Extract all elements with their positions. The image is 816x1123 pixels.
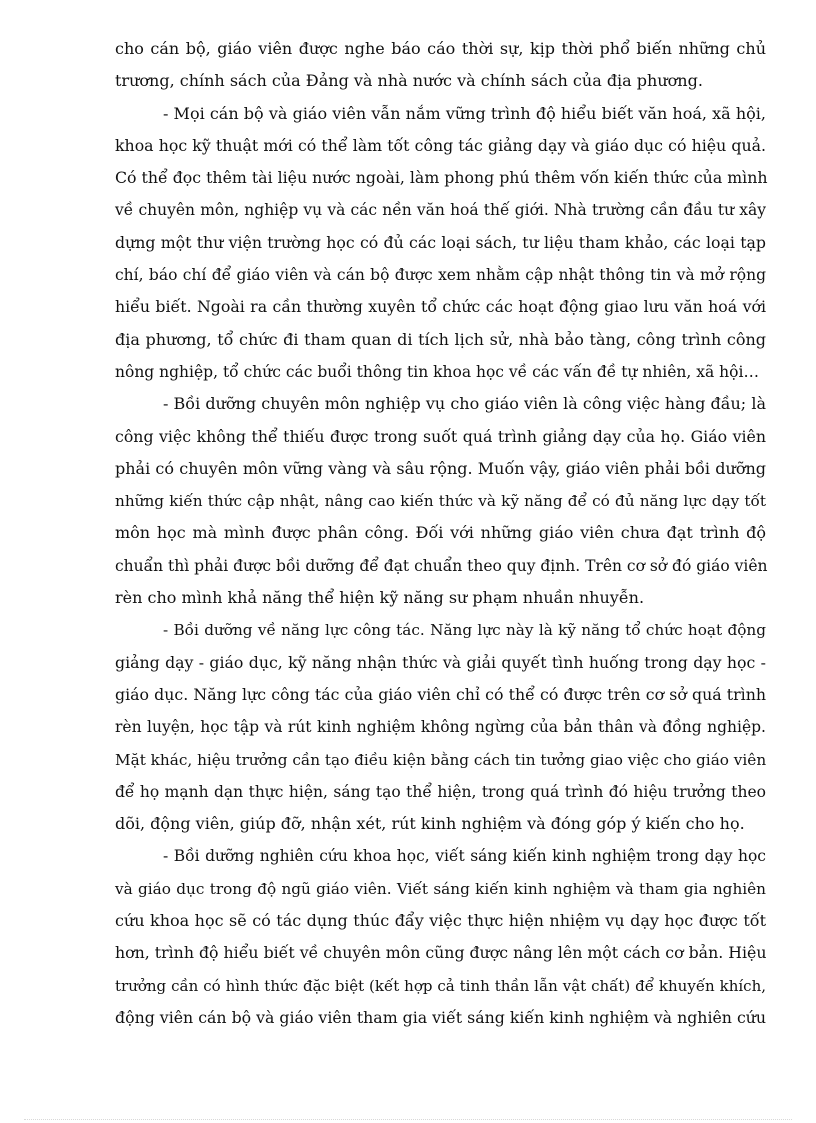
text-line: Mặt khác, hiệu trưởng cần tạo điều kiện bằng cách tin tưởng giao việc cho giáo viên xyxy=(115,750,767,769)
text-line: nông nghiệp, tổ chức các buổi thông tin khoa học về các vấn đề tự nhiên, xã hội… xyxy=(115,362,759,381)
text-line: Có thể đọc thêm tài liệu nước ngoài, làm phong phú thêm vốn kiến thức của mình xyxy=(115,168,768,188)
text-line: công việc không thể thiếu được trong suốt quá trình giảng dạy của họ. Giáo viên xyxy=(115,426,766,446)
text-line: giảng dạy - giáo dục, kỹ năng nhận thức và giải quyết tình huống trong dạy học - xyxy=(115,652,766,672)
paragraph xyxy=(115,840,766,1034)
text-line: những kiến thức cập nhật, nâng cao kiến thức và kỹ năng để có đủ năng lực dạy tốt xyxy=(115,492,766,511)
text-line: địa phương, tổ chức đi tham quan di tích lịch sử, nhà bảo tàng, công trình công xyxy=(115,329,766,349)
text-line: khoa học kỹ thuật mới có thể làm tốt công tác giảng dạy và giáo dục có hiệu quả. xyxy=(115,135,766,155)
text-line: trương, chính sách của Đảng và nhà nước và chính sách của địa phương. xyxy=(115,71,703,91)
text-line: để họ mạnh dạn thực hiện, sáng tạo thể hiện, trong quá trình đó hiệu trưởng theo xyxy=(115,782,766,801)
document-body xyxy=(115,33,766,1034)
paragraph xyxy=(115,33,766,98)
text-line: - Mọi cán bộ và giáo viên vẫn nắm vững trình độ hiểu biết văn hoá, xã hội, xyxy=(163,103,766,123)
text-line: chuẩn thì phải được bồi dưỡng để đạt chuẩn theo quy định. Trên cơ sở đó giáo viên xyxy=(115,556,768,575)
text-line: - Bồi dưỡng nghiên cứu khoa học, viết sáng kiến kinh nghiệm trong dạy học xyxy=(163,847,766,866)
text-line: - Bồi dưỡng về năng lực công tác. Năng lực này là kỹ năng tổ chức hoạt động xyxy=(163,621,766,640)
text-line: về chuyên môn, nghiệp vụ và các nền văn hoá thế giới. Nhà trường cần đầu tư xây xyxy=(115,201,766,220)
text-line: trưởng cần có hình thức đặc biệt (kết hợp cả tinh thần lẫn vật chất) để khuyến khích, xyxy=(115,976,766,995)
text-line: phải có chuyên môn vững vàng và sâu rộng. Muốn vậy, giáo viên phải bồi dưỡng xyxy=(115,458,766,478)
text-line: động viên cán bộ và giáo viên tham gia viết sáng kiến kinh nghiệm và nghiên cứu xyxy=(115,1007,767,1027)
text-line: cứu khoa học sẽ có tác dụng thúc đẩy việc thực hiện nhiệm vụ dạy học được tốt xyxy=(115,911,766,931)
text-line: giáo dục. Năng lực công tác của giáo viên chỉ có thể có được trên cơ sở quá trình xyxy=(115,684,766,704)
text-line: rèn cho mình khả năng thể hiện kỹ năng sư phạm nhuần nhuyễn. xyxy=(115,588,645,608)
text-line: rèn luyện, học tập và rút kinh nghiệm không ngừng của bản thân và đồng nghiệp. xyxy=(115,718,766,737)
page-bottom-divider xyxy=(24,1119,792,1120)
text-line: chí, báo chí để giáo viên và cán bộ được xem nhằm cập nhật thông tin và mở rộng xyxy=(115,266,766,285)
text-line: hơn, trình độ hiểu biết về chuyên môn cũng được nâng lên một cách cơ bản. Hiệu xyxy=(115,943,767,963)
text-line: - Bồi dưỡng chuyên môn nghiệp vụ cho giáo viên là công việc hàng đầu; là xyxy=(163,394,766,414)
paragraph xyxy=(115,614,766,840)
text-line: hiểu biết. Ngoài ra cần thường xuyên tổ chức các hoạt động giao lưu văn hoá với xyxy=(115,297,766,317)
text-line: dựng một thư viện trường học có đủ các loại sách, tư liệu tham khảo, các loại tạp xyxy=(115,232,766,252)
text-line: và giáo dục trong độ ngũ giáo viên. Viết sáng kiến kinh nghiệm và tham gia nghiên xyxy=(115,879,766,898)
text-line: môn học mà mình được phân công. Đối với những giáo viên chưa đạt trình độ xyxy=(115,523,766,543)
paragraph xyxy=(115,388,766,614)
text-line: cho cán bộ, giáo viên được nghe báo cáo thời sự, kịp thời phổ biến những chủ xyxy=(115,39,766,58)
paragraph xyxy=(115,98,766,389)
text-line: dõi, động viên, giúp đỡ, nhận xét, rút kinh nghiệm và đóng góp ý kiến cho họ. xyxy=(115,814,745,834)
